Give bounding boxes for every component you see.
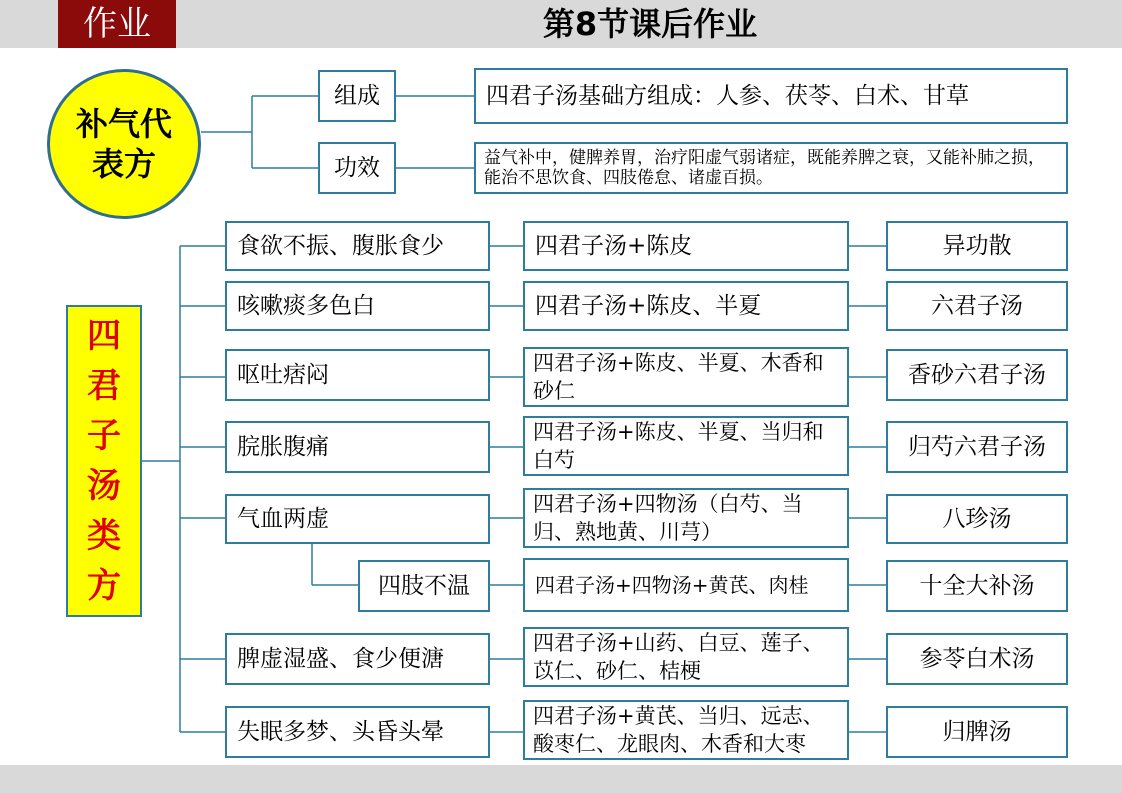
- formula-box: 四君子汤+陈皮、半夏、当归和白芍: [523, 416, 849, 476]
- formula-box: 四君子汤+黄芪、当归、远志、酸枣仁、龙眼肉、木香和大枣: [523, 700, 849, 760]
- formula-box: 四君子汤+陈皮、半夏、木香和砂仁: [523, 347, 849, 407]
- formula-box: 四君子汤+陈皮、半夏: [523, 281, 849, 331]
- prescription-name-box: 归芍六君子汤: [886, 421, 1068, 473]
- symptom-box: 四肢不温: [358, 560, 490, 612]
- prescription-name-box: 六君子汤: [886, 281, 1068, 331]
- page-title: 第8节课后作业: [542, 5, 758, 43]
- formula-box: 四君子汤+四物汤+黄芪、肉桂: [523, 558, 849, 612]
- composition-label: 组成: [318, 70, 396, 122]
- footer-bar: [0, 765, 1122, 793]
- composition-text: 四君子汤基础方组成：人参、茯苓、白术、甘草: [474, 68, 1068, 124]
- formula-box: 四君子汤+四物汤（白芍、当归、熟地黄、川芎）: [523, 488, 849, 548]
- symptom-box: 脾虚湿盛、食少便溏: [225, 633, 490, 685]
- symptom-box: 失眠多梦、头昏头晕: [225, 706, 490, 758]
- formula-box: 四君子汤+山药、白豆、莲子、苡仁、砂仁、桔梗: [523, 627, 849, 687]
- symptom-box: 气血两虚: [225, 494, 490, 544]
- prescription-name-box: 十全大补汤: [886, 560, 1068, 612]
- symptom-box: 咳嗽痰多色白: [225, 281, 490, 331]
- prescription-name-box: 归脾汤: [886, 706, 1068, 758]
- prescription-name-box: 香砂六君子汤: [886, 349, 1068, 401]
- symptom-box: 脘胀腹痛: [225, 421, 490, 473]
- symptom-box: 呕吐痞闷: [225, 349, 490, 401]
- prescription-name-box: 参苓白术汤: [886, 633, 1068, 685]
- homework-tag: 作业: [58, 0, 176, 48]
- formula-box: 四君子汤+陈皮: [523, 221, 849, 271]
- sijunzi-family-label: 四君子汤类方: [66, 305, 142, 617]
- prescription-name-box: 八珍汤: [886, 494, 1068, 544]
- qi-tonic-circle: 补气代表方: [47, 69, 201, 219]
- effect-text: 益气补中，健脾养胃，治疗阳虚气弱诸症，既能养脾之衰，又能补肺之损，能治不思饮食、四肢倦怠、诸虚百损。: [474, 142, 1068, 194]
- symptom-box: 食欲不振、腹胀食少: [225, 221, 490, 271]
- effect-label: 功效: [318, 142, 396, 194]
- prescription-name-box: 异功散: [886, 221, 1068, 271]
